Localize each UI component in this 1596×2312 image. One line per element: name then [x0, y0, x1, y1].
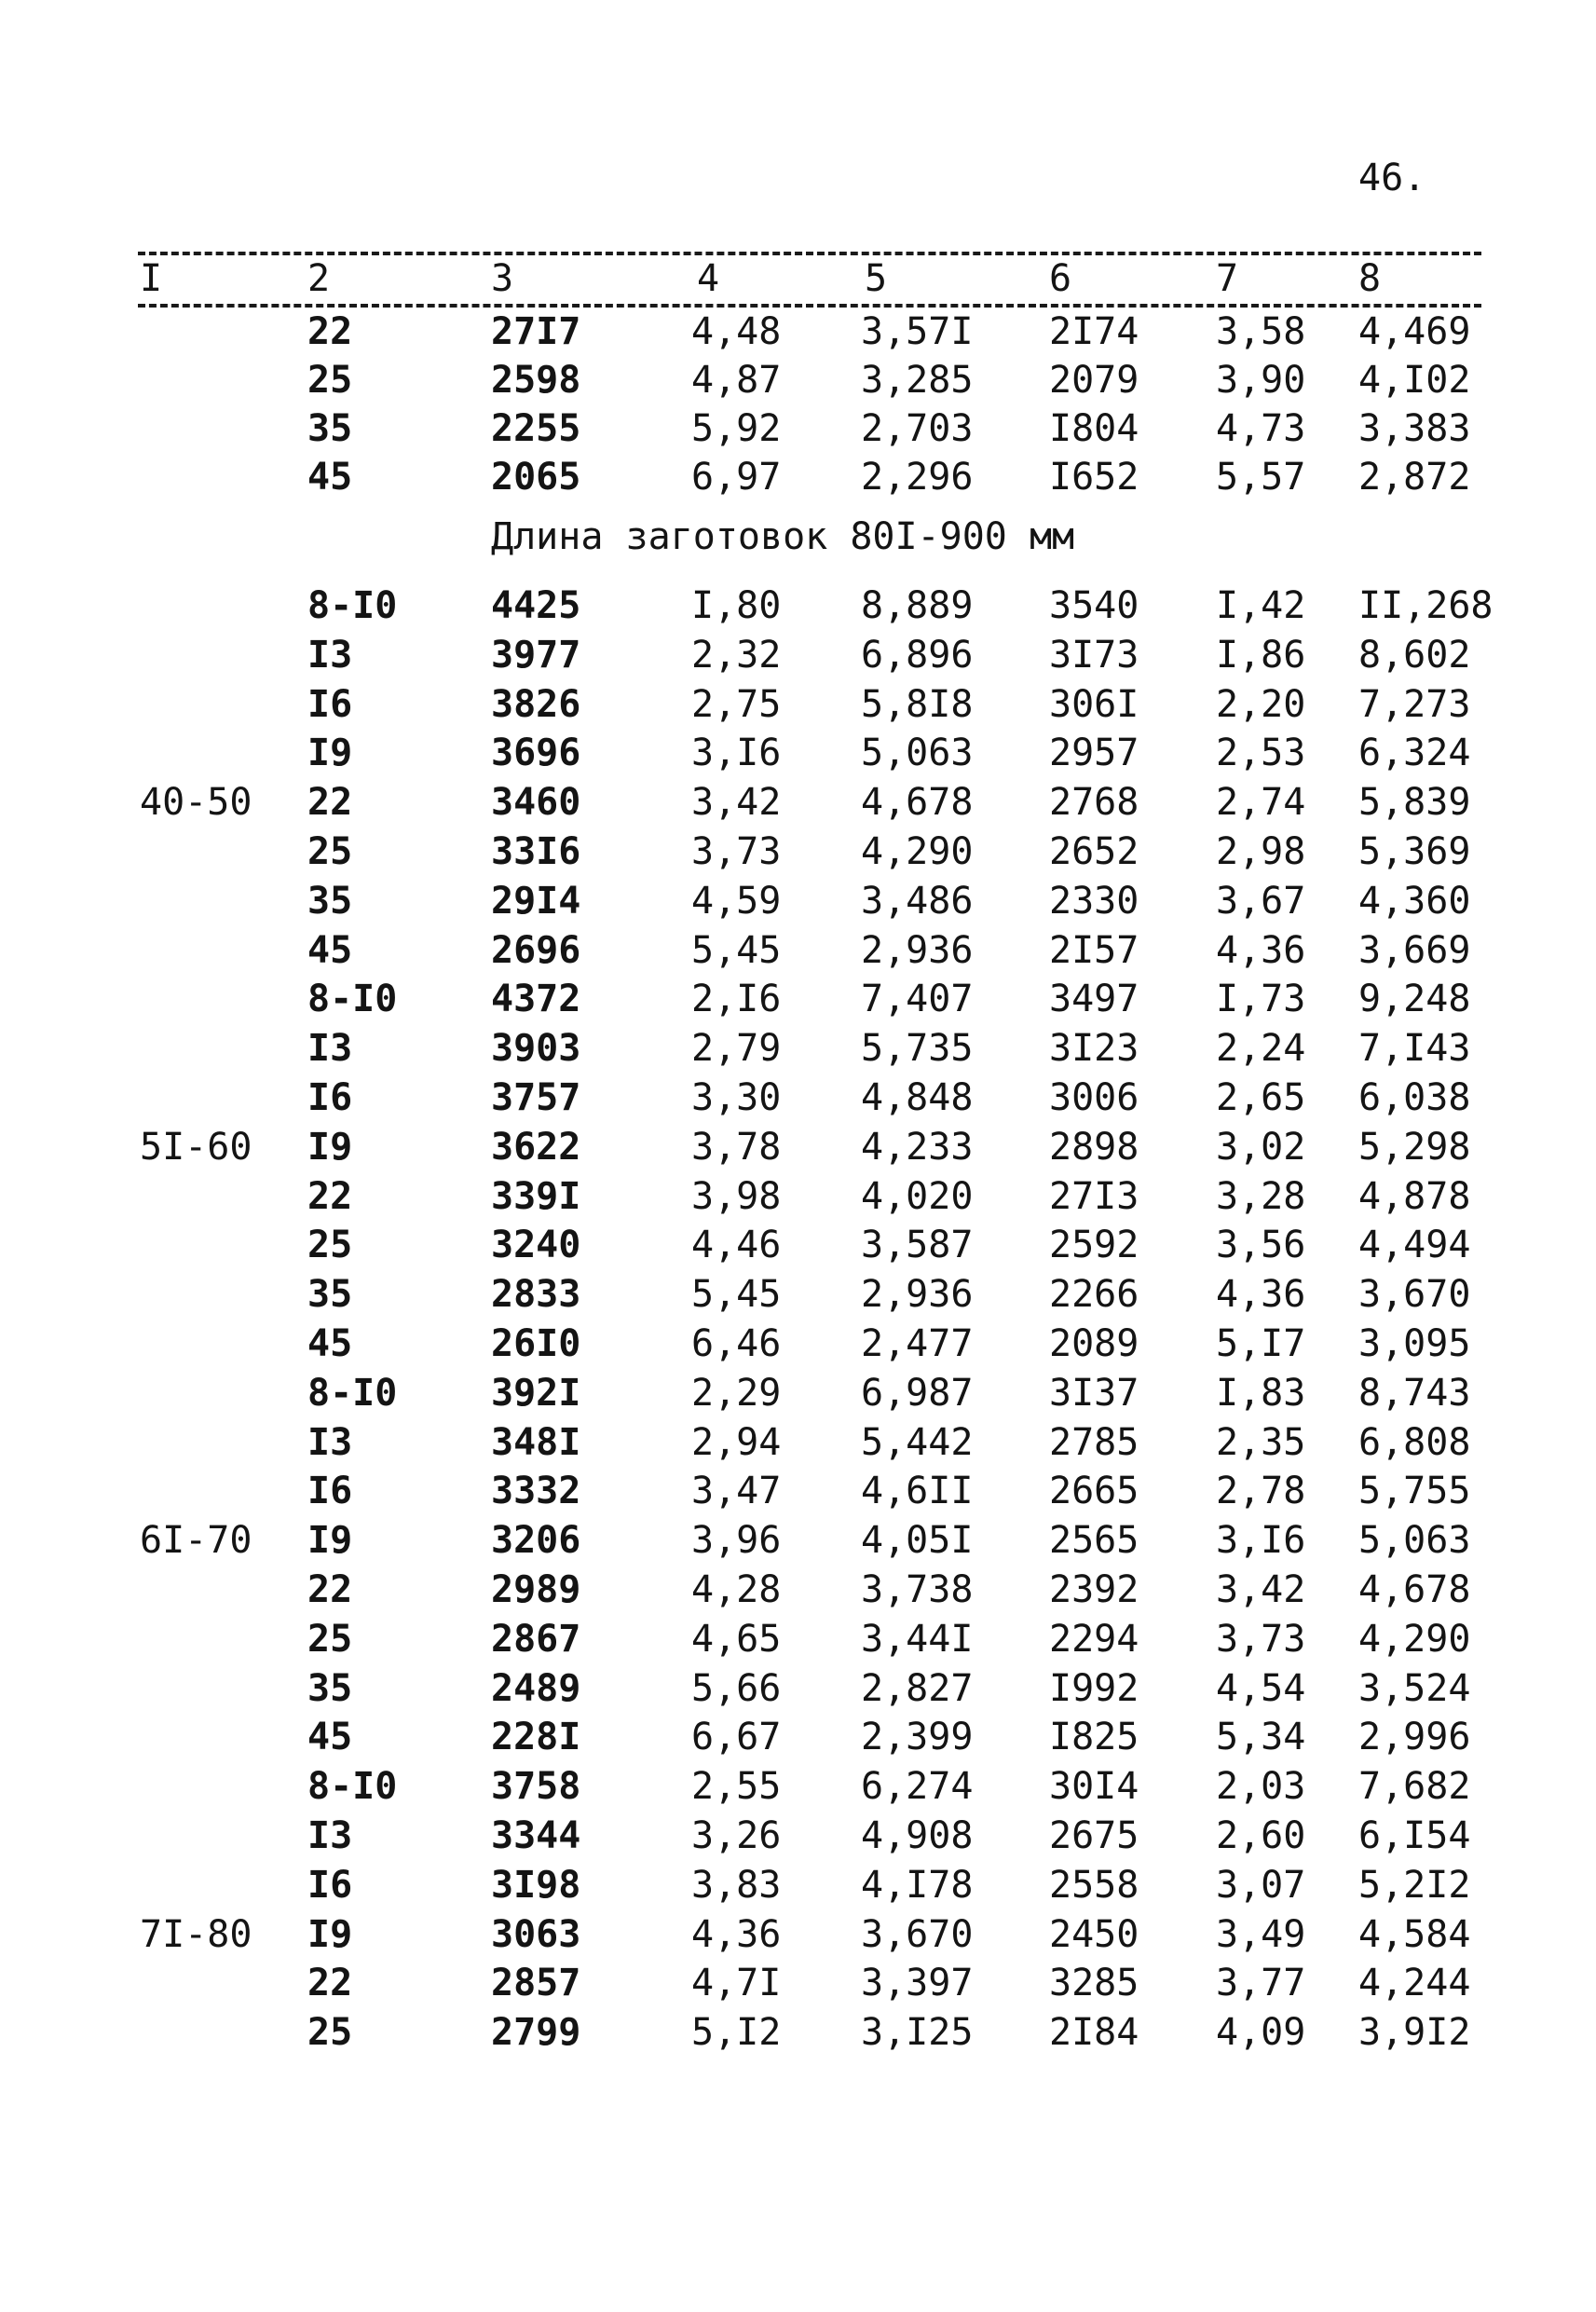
table-row: [0, 1172, 1596, 1221]
table-cell-col-4: 3,96: [691, 1519, 782, 1563]
table-cell-col-8: 4,878: [1358, 1174, 1471, 1218]
table-row: [0, 2008, 1596, 2057]
table-cell-col-4: I,80: [691, 584, 782, 627]
table-cell-col-8: 7,682: [1358, 1765, 1471, 1809]
table-cell-col-2: I6: [307, 1863, 353, 1907]
table-cell-col-3: 3344: [491, 1814, 581, 1857]
table-cell-col-8: 3,524: [1358, 1666, 1471, 1710]
table-cell-col-2: 35: [307, 1273, 353, 1317]
table-cell-col-8: 3,9I2: [1358, 2011, 1471, 2055]
table-cell-col-6: 2558: [1049, 1863, 1139, 1907]
table-cell-col-7: 2,98: [1216, 830, 1306, 873]
table-cell-col-5: 6,987: [861, 1371, 974, 1415]
table-cell-col-2: 8-I0: [307, 978, 398, 1021]
table-cell-col-5: 3,738: [861, 1568, 974, 1611]
table-cell-col-4: 4,48: [691, 310, 782, 353]
table-cell-col-6: 2652: [1049, 830, 1139, 873]
table-cell-col-2: I6: [307, 1470, 353, 1513]
table-cell-col-6: 2079: [1049, 359, 1139, 402]
table-cell-col-5: 4,I78: [861, 1863, 974, 1907]
table-cell-col-8: 4,290: [1358, 1617, 1471, 1661]
table-cell-col-2: I9: [307, 1912, 353, 1956]
table-cell-col-2: 45: [307, 456, 353, 499]
table-cell-col-4: 5,92: [691, 407, 782, 450]
table-cell-col-5: 5,442: [861, 1420, 974, 1464]
table-row: [0, 1812, 1596, 1860]
table-cell-col-4: 3,98: [691, 1174, 782, 1218]
header-col-5: 5: [865, 257, 888, 300]
table-cell-col-2: 22: [307, 310, 353, 353]
table-cell-col-3: 4372: [491, 978, 581, 1021]
table-cell-col-8: 3,670: [1358, 1273, 1471, 1317]
page-number: 46.: [1358, 157, 1426, 199]
table-row: [0, 1418, 1596, 1467]
table-cell-col-4: 5,45: [691, 1273, 782, 1317]
table-cell-col-4: 4,46: [691, 1224, 782, 1267]
table-cell-col-4: 5,45: [691, 928, 782, 972]
table-cell-col-8: 4,I02: [1358, 359, 1471, 402]
table-cell-col-2: 8-I0: [307, 584, 398, 627]
table-row: [0, 1566, 1596, 1614]
table-cell-col-8: 3,669: [1358, 928, 1471, 972]
table-cell-col-4: 2,79: [691, 1027, 782, 1071]
table-cell-col-8: 7,I43: [1358, 1027, 1471, 1071]
table-cell-col-7: 4,73: [1216, 407, 1306, 450]
table-cell-col-6: I992: [1049, 1666, 1139, 1710]
table-cell-col-8: 4,360: [1358, 879, 1471, 923]
table-cell-col-8: 4,244: [1358, 1962, 1471, 2005]
table-cell-col-5: 4,848: [861, 1076, 974, 1119]
table-cell-col-3: 3826: [491, 682, 581, 726]
table-cell-col-8: 2,996: [1358, 1716, 1471, 1759]
table-cell-col-4: 3,78: [691, 1125, 782, 1169]
table-cell-col-2: I3: [307, 1027, 353, 1071]
table-cell-col-3: 3757: [491, 1076, 581, 1119]
table-cell-col-6: 3I37: [1049, 1371, 1139, 1415]
table-cell-col-6: I804: [1049, 407, 1139, 450]
table-cell-col-2: I3: [307, 633, 353, 677]
table-cell-col-8: 5,755: [1358, 1470, 1471, 1513]
table-cell-col-7: 3,90: [1216, 359, 1306, 402]
table-cell-col-5: 2,827: [861, 1666, 974, 1710]
table-cell-col-5: 2,296: [861, 456, 974, 499]
table-cell-col-4: 5,66: [691, 1666, 782, 1710]
table-cell-col-8: 5,063: [1358, 1519, 1471, 1563]
table-cell-col-2: 35: [307, 879, 353, 923]
table-row: [0, 1910, 1596, 1959]
table-cell-col-6: 27I3: [1049, 1174, 1139, 1218]
table-cell-col-2: I9: [307, 1519, 353, 1563]
table-cell-col-3: 2489: [491, 1666, 581, 1710]
table-cell-col-5: 3,397: [861, 1962, 974, 2005]
table-cell-col-2: 25: [307, 2011, 353, 2055]
table-cell-col-7: 3,58: [1216, 310, 1306, 353]
table-cell-col-4: 6,46: [691, 1322, 782, 1365]
table-cell-col-6: 2450: [1049, 1912, 1139, 1956]
table-cell-col-5: 2,936: [861, 1273, 974, 1317]
table-row: [0, 1270, 1596, 1319]
table-cell-col-5: 6,274: [861, 1765, 974, 1809]
table-cell-col-6: 2I74: [1049, 310, 1139, 353]
table-cell-col-7: 3,02: [1216, 1125, 1306, 1169]
table-cell-col-7: 2,53: [1216, 732, 1306, 775]
table-cell-col-6: 2675: [1049, 1814, 1139, 1857]
table-cell-col-4: 2,94: [691, 1420, 782, 1464]
table-cell-col-6: 2957: [1049, 732, 1139, 775]
table-cell-col-4: 6,97: [691, 456, 782, 499]
table-cell-col-3: 29I4: [491, 879, 581, 923]
table-cell-col-7: 3,56: [1216, 1224, 1306, 1267]
table-cell-col-5: 7,407: [861, 978, 974, 1021]
table-cell-col-2: I9: [307, 1125, 353, 1169]
table-cell-col-8: II,268: [1358, 584, 1494, 627]
table-row: [0, 308, 1596, 356]
table-row: [0, 1123, 1596, 1171]
table-row: [0, 828, 1596, 876]
table-row: [0, 1516, 1596, 1565]
table-cell-col-8: 8,602: [1358, 633, 1471, 677]
table-cell-col-7: 3,I6: [1216, 1519, 1306, 1563]
header-col-1: I: [140, 257, 163, 300]
table-cell-col-2: I6: [307, 682, 353, 726]
table-cell-col-6: I652: [1049, 456, 1139, 499]
table-row: [0, 778, 1596, 827]
table-cell-col-7: 2,78: [1216, 1470, 1306, 1513]
table-header: [138, 252, 1481, 309]
table-cell-col-2: 25: [307, 830, 353, 873]
table-cell-col-6: 3540: [1049, 584, 1139, 627]
table-cell-col-8: 3,383: [1358, 407, 1471, 450]
table-cell-col-2: 25: [307, 359, 353, 402]
table-cell-col-5: 4,678: [861, 781, 974, 825]
table-cell-col-2: 45: [307, 1716, 353, 1759]
table-row: [0, 1320, 1596, 1368]
table-cell-col-3: 2833: [491, 1273, 581, 1317]
header-col-6: 6: [1049, 257, 1072, 300]
table-cell-col-7: 2,65: [1216, 1076, 1306, 1119]
table-cell-col-2: 22: [307, 1568, 353, 1611]
table-cell-col-6: 2898: [1049, 1125, 1139, 1169]
table-cell-col-8: 5,298: [1358, 1125, 1471, 1169]
table-cell-col-7: I,73: [1216, 978, 1306, 1021]
table-cell-col-3: 2255: [491, 407, 581, 450]
table-cell-col-5: 4,290: [861, 830, 974, 873]
table-cell-col-3: 3063: [491, 1912, 581, 1956]
table-cell-col-4: 2,I6: [691, 978, 782, 1021]
table-row: [0, 1664, 1596, 1713]
table-row: [0, 729, 1596, 777]
table-cell-col-6: 2I84: [1049, 2011, 1139, 2055]
table-cell-col-8: 6,808: [1358, 1420, 1471, 1464]
table-cell-col-7: 2,60: [1216, 1814, 1306, 1857]
table-cell-col-8: 5,369: [1358, 830, 1471, 873]
table-cell-col-7: I,86: [1216, 633, 1306, 677]
table-cell-col-6: 3I73: [1049, 633, 1139, 677]
table-cell-col-3: 2065: [491, 456, 581, 499]
table-cell-col-2: 8-I0: [307, 1765, 398, 1809]
table-cell-col-7: 3,67: [1216, 879, 1306, 923]
table-row: [0, 877, 1596, 925]
table-cell-col-5: 3,285: [861, 359, 974, 402]
table-cell-col-6: 3006: [1049, 1076, 1139, 1119]
table-cell-col-4: 5,I2: [691, 2011, 782, 2055]
table-cell-col-1: 5I-60: [140, 1125, 252, 1169]
table-cell-col-2: 22: [307, 1174, 353, 1218]
table-cell-col-8: 4,584: [1358, 1912, 1471, 1956]
table-cell-col-5: 3,587: [861, 1224, 974, 1267]
table-cell-col-5: 8,889: [861, 584, 974, 627]
table-cell-col-3: 3206: [491, 1519, 581, 1563]
table-cell-col-8: 2,872: [1358, 456, 1471, 499]
table-cell-col-6: 306I: [1049, 682, 1139, 726]
table-cell-col-8: 4,469: [1358, 310, 1471, 353]
table-cell-col-1: 40-50: [140, 781, 252, 825]
table-cell-col-6: 30I4: [1049, 1765, 1139, 1809]
table-cell-col-3: 3332: [491, 1470, 581, 1513]
table-cell-col-4: 4,65: [691, 1617, 782, 1661]
table-row: [0, 356, 1596, 404]
table-cell-col-6: 2665: [1049, 1470, 1139, 1513]
table-cell-col-8: 5,839: [1358, 781, 1471, 825]
table-cell-col-5: 4,233: [861, 1125, 974, 1169]
table-cell-col-8: 4,678: [1358, 1568, 1471, 1611]
table-cell-col-7: 3,28: [1216, 1174, 1306, 1218]
table-row: [0, 1762, 1596, 1811]
table-cell-col-3: 3I98: [491, 1863, 581, 1907]
table-cell-col-7: 5,I7: [1216, 1322, 1306, 1365]
table-cell-col-3: 3460: [491, 781, 581, 825]
table-cell-col-4: 6,67: [691, 1716, 782, 1759]
table-cell-col-8: 6,038: [1358, 1076, 1471, 1119]
table-cell-col-3: 2696: [491, 928, 581, 972]
table-cell-col-8: 8,743: [1358, 1371, 1471, 1415]
table-cell-col-6: 2266: [1049, 1273, 1139, 1317]
table-cell-col-4: 3,I6: [691, 732, 782, 775]
table-cell-col-6: 2768: [1049, 781, 1139, 825]
table-cell-col-7: I,42: [1216, 584, 1306, 627]
table-cell-col-6: I825: [1049, 1716, 1139, 1759]
table-cell-col-7: 4,09: [1216, 2011, 1306, 2055]
table-cell-col-7: 2,74: [1216, 781, 1306, 825]
table-row: [0, 975, 1596, 1023]
table-row: [0, 1959, 1596, 2007]
table-row: [0, 1369, 1596, 1417]
table-cell-col-6: 3497: [1049, 978, 1139, 1021]
header-col-3: 3: [491, 257, 514, 300]
table-cell-col-7: 4,36: [1216, 1273, 1306, 1317]
table-cell-col-8: 5,2I2: [1358, 1863, 1471, 1907]
table-cell-col-4: 2,32: [691, 633, 782, 677]
table-cell-col-2: I6: [307, 1076, 353, 1119]
table-cell-col-3: 4425: [491, 584, 581, 627]
table-cell-col-5: 6,896: [861, 633, 974, 677]
table-cell-col-4: 4,59: [691, 879, 782, 923]
table-cell-col-3: 3903: [491, 1027, 581, 1071]
table-cell-col-2: I3: [307, 1420, 353, 1464]
table-cell-col-5: 2,477: [861, 1322, 974, 1365]
table-row: [0, 1713, 1596, 1761]
table-row: [0, 1221, 1596, 1269]
table-row: [0, 631, 1596, 679]
table-cell-col-5: 5,735: [861, 1027, 974, 1071]
table-cell-col-5: 3,486: [861, 879, 974, 923]
table-cell-col-5: 2,399: [861, 1716, 974, 1759]
table-row: [0, 404, 1596, 453]
table-cell-col-6: 2592: [1049, 1224, 1139, 1267]
table-cell-col-2: 8-I0: [307, 1371, 398, 1415]
table-cell-col-7: 3,77: [1216, 1962, 1306, 2005]
table-cell-col-2: 35: [307, 1666, 353, 1710]
table-row: [0, 1024, 1596, 1073]
table-cell-col-7: 5,57: [1216, 456, 1306, 499]
table-cell-col-6: 2I57: [1049, 928, 1139, 972]
table-cell-col-3: 3758: [491, 1765, 581, 1809]
table-cell-col-3: 3696: [491, 732, 581, 775]
table-cell-col-4: 3,83: [691, 1863, 782, 1907]
header-col-4: 4: [697, 257, 720, 300]
header-top-rule: [138, 252, 1481, 255]
table-row: [0, 581, 1596, 630]
table-row: [0, 926, 1596, 975]
table-cell-col-6: 2089: [1049, 1322, 1139, 1365]
table-cell-col-8: 6,324: [1358, 732, 1471, 775]
table-cell-col-2: 35: [307, 407, 353, 450]
table-cell-col-4: 3,42: [691, 781, 782, 825]
table-cell-col-6: 2785: [1049, 1420, 1139, 1464]
table-cell-col-5: 2,703: [861, 407, 974, 450]
table-cell-col-3: 2857: [491, 1962, 581, 2005]
table-cell-col-7: 2,03: [1216, 1765, 1306, 1809]
table-row: [0, 1467, 1596, 1515]
section-title: Длина заготовок 80I-900 мм: [491, 515, 1075, 558]
table-cell-col-2: 25: [307, 1617, 353, 1661]
table-cell-col-4: 3,73: [691, 830, 782, 873]
table-cell-col-8: 4,494: [1358, 1224, 1471, 1267]
table-row: [0, 453, 1596, 501]
table-cell-col-8: 7,273: [1358, 682, 1471, 726]
table-cell-col-5: 5,063: [861, 732, 974, 775]
table-row: [0, 1074, 1596, 1122]
table-cell-col-1: 6I-70: [140, 1519, 252, 1563]
table-cell-col-7: 4,36: [1216, 928, 1306, 972]
table-cell-col-2: 22: [307, 1962, 353, 2005]
table-cell-col-5: 3,670: [861, 1912, 974, 1956]
table-cell-col-7: 3,73: [1216, 1617, 1306, 1661]
table-row: [0, 680, 1596, 729]
table-cell-col-3: 392I: [491, 1371, 581, 1415]
table-cell-col-3: 3622: [491, 1125, 581, 1169]
table-cell-col-3: 3977: [491, 633, 581, 677]
table-cell-col-2: 45: [307, 928, 353, 972]
table-cell-col-4: 2,29: [691, 1371, 782, 1415]
table-cell-col-3: 33I6: [491, 830, 581, 873]
table-row: [0, 1615, 1596, 1663]
table-cell-col-4: 2,55: [691, 1765, 782, 1809]
table-cell-col-3: 2867: [491, 1617, 581, 1661]
table-cell-col-5: 3,44I: [861, 1617, 974, 1661]
table-cell-col-8: 6,I54: [1358, 1814, 1471, 1857]
table-cell-col-7: I,83: [1216, 1371, 1306, 1415]
table-cell-col-5: 4,6II: [861, 1470, 974, 1513]
table-cell-col-4: 4,7I: [691, 1962, 782, 2005]
table-cell-col-5: 5,8I8: [861, 682, 974, 726]
table-cell-col-4: 3,47: [691, 1470, 782, 1513]
table-cell-col-5: 3,I25: [861, 2011, 974, 2055]
table-cell-col-3: 339I: [491, 1174, 581, 1218]
table-cell-col-3: 27I7: [491, 310, 581, 353]
table-cell-col-6: 3285: [1049, 1962, 1139, 2005]
table-cell-col-6: 3I23: [1049, 1027, 1139, 1071]
table-cell-col-8: 3,095: [1358, 1322, 1471, 1365]
table-cell-col-3: 2598: [491, 359, 581, 402]
table-cell-col-7: 2,24: [1216, 1027, 1306, 1071]
table-cell-col-5: 4,908: [861, 1814, 974, 1857]
table-cell-col-8: 9,248: [1358, 978, 1471, 1021]
table-cell-col-1: 7I-80: [140, 1912, 252, 1956]
table-cell-col-7: 4,54: [1216, 1666, 1306, 1710]
table-cell-col-6: 2565: [1049, 1519, 1139, 1563]
table-cell-col-3: 2799: [491, 2011, 581, 2055]
table-cell-col-7: 3,42: [1216, 1568, 1306, 1611]
header-col-7: 7: [1216, 257, 1239, 300]
table-cell-col-7: 5,34: [1216, 1716, 1306, 1759]
table-cell-col-3: 228I: [491, 1716, 581, 1759]
table-cell-col-6: 2294: [1049, 1617, 1139, 1661]
table-cell-col-2: I9: [307, 732, 353, 775]
table-cell-col-2: 45: [307, 1322, 353, 1365]
table-cell-col-5: 4,020: [861, 1174, 974, 1218]
table-cell-col-7: 2,20: [1216, 682, 1306, 726]
header-col-8: 8: [1358, 257, 1382, 300]
table-cell-col-2: I3: [307, 1814, 353, 1857]
table-cell-col-7: 3,07: [1216, 1863, 1306, 1907]
table-cell-col-2: 22: [307, 781, 353, 825]
table-cell-col-6: 2392: [1049, 1568, 1139, 1611]
table-cell-col-4: 4,28: [691, 1568, 782, 1611]
table-cell-col-5: 4,05I: [861, 1519, 974, 1563]
table-cell-col-3: 26I0: [491, 1322, 581, 1365]
table-cell-col-5: 3,57I: [861, 310, 974, 353]
header-col-2: 2: [307, 257, 331, 300]
table-cell-col-3: 3240: [491, 1224, 581, 1267]
table-cell-col-4: 4,87: [691, 359, 782, 402]
table-cell-col-3: 2989: [491, 1568, 581, 1611]
table-cell-col-4: 3,26: [691, 1814, 782, 1857]
table-cell-col-4: 3,30: [691, 1076, 782, 1119]
table-cell-col-4: 4,36: [691, 1912, 782, 1956]
table-cell-col-7: 2,35: [1216, 1420, 1306, 1464]
table-cell-col-3: 348I: [491, 1420, 581, 1464]
table-cell-col-5: 2,936: [861, 928, 974, 972]
table-row: [0, 1861, 1596, 1909]
table-cell-col-4: 2,75: [691, 682, 782, 726]
table-cell-col-6: 2330: [1049, 879, 1139, 923]
table-cell-col-2: 25: [307, 1224, 353, 1267]
table-cell-col-7: 3,49: [1216, 1912, 1306, 1956]
